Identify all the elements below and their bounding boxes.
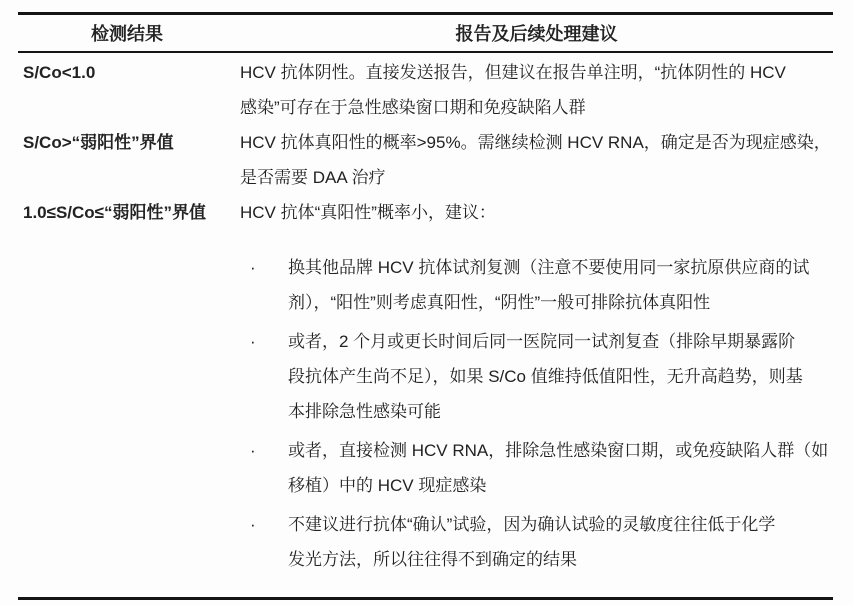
content-line: 本排除急性感染可能	[288, 402, 441, 421]
bullet-icon: ·	[250, 332, 256, 351]
content-line: HCV 抗体真阳性的概率>95%。需继续检测 HCV RNA，确定是否为现症感染，	[240, 133, 831, 152]
content-line: 或者，直接检测 HCV RNA，排除急性感染窗口期，或免疫缺陷人群（如	[288, 441, 829, 460]
row-label-sco-between: 1.0≤S/Co≤“弱阳性”界值	[23, 203, 207, 222]
row-content	[236, 125, 833, 195]
table-row	[18, 195, 833, 597]
row-content	[236, 55, 833, 125]
row-label-sco-gt-weak: S/Co>“弱阳性”界值	[23, 133, 174, 152]
bullet-text	[288, 433, 833, 503]
bullet-list	[240, 250, 833, 597]
content-line: 段抗体产生尚不足），如果 S/Co 值维持低值阳性，无升高趋势，则基	[288, 367, 803, 386]
content-line: HCV 抗体“真阳性”概率小，建议：	[240, 203, 496, 222]
bullet-icon: ·	[250, 258, 256, 277]
list-item	[240, 433, 833, 503]
content-line: 发光方法，所以往往得不到确定的结果	[288, 550, 577, 569]
row-content	[236, 195, 833, 597]
list-item	[240, 250, 833, 320]
bullet-icon: ·	[250, 441, 256, 460]
column-header-recommendation: 报告及后续处理建议	[455, 24, 618, 44]
results-table	[18, 12, 833, 600]
table-header-row	[18, 15, 833, 53]
bullet-text	[288, 324, 833, 429]
list-item	[240, 324, 833, 429]
content-line: 移植）中的 HCV 现症感染	[288, 476, 487, 495]
content-line: 是否需要 DAA 治疗	[240, 168, 386, 187]
bullet-icon: ·	[250, 515, 256, 534]
content-line: 或者，2 个月或更长时间后同一医院同一试剂复查（排除早期暴露阶	[288, 332, 796, 351]
row-label-sco-lt-1: S/Co<1.0	[23, 63, 96, 82]
bullet-text	[288, 250, 833, 320]
table-row	[18, 125, 833, 195]
content-line: 剂），“阳性”则考虑真阳性，“阴性”一般可排除抗体真阳性	[288, 293, 711, 312]
table-row	[18, 53, 833, 125]
column-header-test-result: 检测结果	[91, 24, 163, 44]
content-line: 感染”可存在于急性感染窗口期和免疫缺陷人群	[240, 98, 586, 117]
list-item	[240, 507, 833, 577]
content-line: 不建议进行抗体“确认”试验，因为确认试验的灵敏度往往低于化学	[288, 515, 776, 534]
content-line: 换其他品牌 HCV 抗体试剂复测（注意不要使用同一家抗原供应商的试	[288, 258, 810, 277]
bullet-text	[288, 507, 833, 577]
content-line: HCV 抗体阴性。直接发送报告，但建议在报告单注明，“抗体阴性的 HCV	[240, 63, 786, 82]
